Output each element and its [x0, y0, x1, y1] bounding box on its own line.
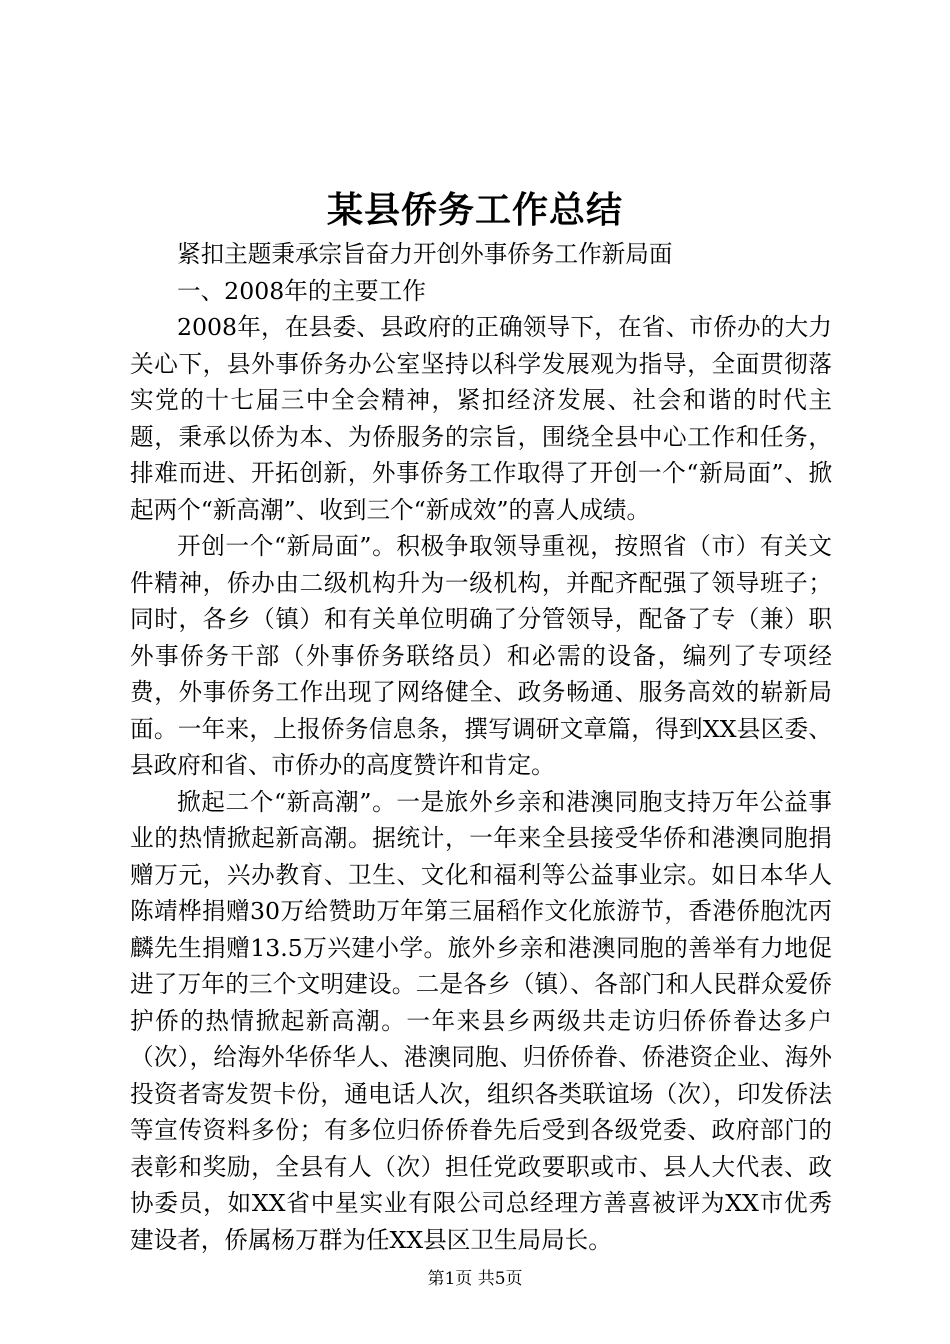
document-body — [130, 236, 832, 1258]
section-heading: 一、2008年的主要工作 — [177, 276, 426, 305]
page-footer: 第1页 共5页 — [427, 1269, 523, 1289]
document-title: 某县侨务工作总结 — [326, 189, 623, 231]
body-paragraph: 开创一个“新局面”。积极争取领导重视，按照省（市）有关文件精神，侨办由二级机构升为一级机构，并配齐配强了领导班子；同时，各乡（镇）和有关单位明确了分管领导，配备了专（兼）职外事侨务干部（外事侨务联络员）和必需的设备，编列了专项经费，外事侨务工作出现了网络健全、政务畅通、服务高效的崭新局面。一年来，上报侨务信息条，撰写调研文章篇，得到XX县区委、县政府和省、市侨办的高度赞许和肯定。 — [130, 532, 832, 779]
body-paragraph: 掀起二个“新高潮”。一是旅外乡亲和港澳同胞支持万年公益事业的热情掀起新高潮。据统计，一年来全县接受华侨和港澳同胞捐赠万元，兴办教育、卫生、文化和福利等公益事业宗。如日本华人陈靖桦捐赠30万给赞助万年第三届稻作文化旅游节，香港侨胞沈丙麟先生捐赠13.5万兴建小学。旅外乡亲和港澳同胞的善举有力地促进了万年的三个文明建设。二是各乡（镇）、各部门和人民群众爱侨护侨的热情掀起新高潮。一年来县乡两级共走访归侨侨眷达多户（次），给海外华侨华人、港澳同胞、归侨侨眷、侨港资企业、海外投资者寄发贺卡份，通电话人次，组织各类联谊场（次），印发侨法等宣传资料多份；有多位归侨侨眷先后受到各级党委、政府部门的表彰和奖励，全县有人（次）担任党政要职或市、县人大代表、政协委员，如XX省中星实业有限公司总经理方善喜被评为XX市优秀建设者，侨属杨万群为任XX县区卫生局局长。 — [130, 787, 832, 1254]
body-paragraph: 2008年，在县委、县政府的正确领导下，在省、市侨办的大力关心下，县外事侨务办公室坚持以科学发展观为指导，全面贯彻落实党的十七届三中全会精神，紧扣经济发展、社会和谐的时代主题，秉承以侨为本、为侨服务的宗旨，围绕全县中心工作和任务，排难而进、开拓创新，外事侨务工作取得了开创一个“新局面”、掀起两个“新高潮”、收到三个“新成效”的喜人成绩。 — [130, 313, 832, 524]
subtitle-paragraph: 紧扣主题秉承宗旨奋力开创外事侨务工作新局面 — [177, 240, 673, 268]
